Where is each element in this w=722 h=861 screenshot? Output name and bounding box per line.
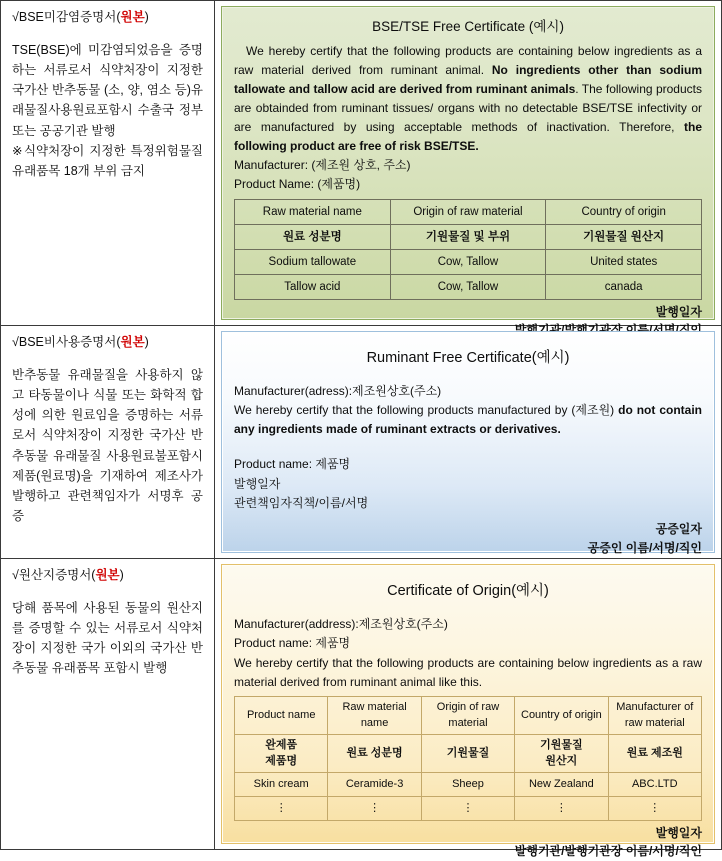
paragraph-part-1: We hereby certify that the following products are containing below ingredients as a raw material derived from ruminant animal. <box>234 44 702 78</box>
row-1-title <box>12 10 203 26</box>
row-1-description-body: TSE(BSE)에 미감염되었음을 증명하는 서류로서 식약처장이 지정한 국가산 반추동물 (소, 양, 염소 등)유래물질사용원료포함시 수출국 정부 또는 공공기관 발행 <box>12 42 203 138</box>
certificate-of-origin-card <box>221 564 715 859</box>
table-continuation-row <box>235 796 702 820</box>
row-3-description-body: 당해 품목에 사용된 동물의 원산지를 증명할 수 있는 서류로서 식약처장이 지정한 국가 이외의 국가산 반추동물 유래품목 포함시 발행 <box>12 600 203 676</box>
table-header-row-en <box>235 696 702 734</box>
paragraph-part-2: . The following products are obtainded from ruminant tissues/ organs with no detectable BSE/TSE infectivity or are manufactured by using acceptable methods of inactivation. Therefore, <box>234 82 702 135</box>
col-header-country-of-origin: Country of origin <box>515 696 608 734</box>
cell-origin: Cow, Tallow <box>390 274 546 299</box>
cell-country: New Zealand <box>515 772 608 796</box>
col-header-kr-origin: 기원물질 <box>421 734 514 772</box>
row-2-source-badge: 원본 <box>120 335 145 349</box>
row-2-title <box>12 335 203 351</box>
row-3-certificate-cell <box>215 559 721 859</box>
col-header-kr-country-of-origin: 기원물질 원산지 <box>546 224 702 249</box>
col-header-kr-product-name: 완제품 제품명 <box>235 734 328 772</box>
product-name-line: Product name: 제품명 <box>234 457 351 472</box>
table-data-row <box>235 274 702 299</box>
certificate-title: BSE/TSE Free Certificate (예시) <box>372 19 564 34</box>
row-2-title-text: √BSE비사용증명서( <box>12 335 121 349</box>
cell-origin: Cow, Tallow <box>390 249 546 274</box>
row-3-source-badge: 원본 <box>95 568 120 582</box>
col-header-product-name: Product name <box>235 696 328 734</box>
paragraph-bold-1: do not contain any ingredients made of ruminant extracts or derivatives. <box>234 403 702 437</box>
cell-country: United states <box>546 249 702 274</box>
col-header-origin-of-raw-material: Origin of raw material <box>421 696 514 734</box>
product-name-line: Product Name: (제품명) <box>234 177 361 192</box>
row-2-title-close: ) <box>144 335 149 349</box>
certificate-title: Certificate of Origin(예시) <box>387 583 549 599</box>
manufacturer-line: Manufacturer: (제조원 상호, 주소) <box>234 157 411 172</box>
certificate-body-paragraph: We hereby certify that the following products are containing below ingredients as a raw material derived from ruminant animal like this. <box>234 655 702 689</box>
table-row <box>1 326 721 559</box>
row-3-title-text: √원산지증명서( <box>12 568 96 582</box>
row-2-description-body: 반추동물 유래물질을 사용하지 않고 타동물이나 식물 또는 화학적 합성에 의한 원료임을 증명하는 서류로서 식약처장이 지정한 국가산 반추동물 유래물질 사용원료불포함시 제품(원료명)을 기재하여 제조사가 발행하고 관련책임자가 서명후 공증 <box>12 367 203 524</box>
cell-raw-material-name: Sodium tallowate <box>235 249 391 274</box>
row-3-description-cell <box>1 559 215 849</box>
row-1-certificate-cell <box>215 1 721 325</box>
responsible-person-line: 관련책임자직책/이름/서명 <box>234 495 369 510</box>
paragraph-bold-1: No ingredients other than sodium tallowate and tallow acid are derived from ruminant animals <box>234 63 702 97</box>
issuing-authority-label: 발행기관/발행기관장 이름/서명/직인 <box>514 844 702 859</box>
issue-date-label: 발행일자 <box>655 825 702 840</box>
table-data-row <box>235 249 702 274</box>
product-name-line: Product name: 제품명 <box>234 636 351 651</box>
col-header-kr-raw-material-name: 원료 성분명 <box>328 734 421 772</box>
col-header-manufacturer-of-raw-material: Manufacturer of raw material <box>608 696 701 734</box>
cell-product-name: Skin cream <box>235 772 328 796</box>
table-header-row-kr <box>235 224 702 249</box>
row-2-description-cell <box>1 326 215 558</box>
row-3-title-close: ) <box>119 568 124 582</box>
row-1-title-close: ) <box>144 10 149 24</box>
col-header-raw-material-name: Raw material name <box>235 199 391 224</box>
table-row <box>1 559 721 859</box>
spacer <box>234 439 702 455</box>
cell-ellipsis: ⋮ <box>328 796 421 820</box>
col-header-origin-of-raw-material: Origin of raw material <box>390 199 546 224</box>
table-header-row-kr <box>235 734 702 772</box>
cell-ellipsis: ⋮ <box>608 796 701 820</box>
spacer <box>234 513 702 520</box>
origin-table <box>234 696 702 821</box>
row-1-source-badge: 원본 <box>120 10 145 24</box>
certificate-title: Ruminant Free Certificate(예시) <box>366 350 570 366</box>
col-header-raw-material-name: Raw material name <box>328 696 421 734</box>
certificate-body-paragraph <box>234 42 702 156</box>
col-header-kr-raw-material-name: 원료 성분명 <box>235 224 391 249</box>
cell-raw-material-name: Tallow acid <box>235 274 391 299</box>
col-header-kr-country-of-origin: 기원물질 원산지 <box>515 734 608 772</box>
table-row <box>1 1 721 326</box>
row-2-certificate-cell <box>215 326 721 558</box>
table-header-row-en <box>235 199 702 224</box>
paragraph-bold-2: the following product are free of risk BSE/TSE. <box>234 120 702 154</box>
cell-country: canada <box>546 274 702 299</box>
raw-material-table <box>234 199 702 300</box>
notary-signature-label: 공증인 이름/서명/직인 <box>587 541 702 555</box>
notarization-date-label: 공증일자 <box>655 522 702 537</box>
table-data-row <box>235 772 702 796</box>
row-1-description-note: ※식약처장이 지정한 특정위험물질유래품목 18개 부위 금지 <box>12 143 203 179</box>
row-3-title <box>12 568 203 584</box>
col-header-kr-origin-of-raw-material: 기원물질 및 부위 <box>390 224 546 249</box>
certificate-body-paragraph <box>234 401 702 439</box>
col-header-country-of-origin: Country of origin <box>546 199 702 224</box>
cell-origin: Sheep <box>421 772 514 796</box>
cell-ellipsis: ⋮ <box>235 796 328 820</box>
cell-raw-material-name: Ceramide-3 <box>328 772 421 796</box>
cell-manufacturer: ABC.LTD <box>608 772 701 796</box>
manufacturer-line: Manufacturer(adress):제조원상호(주소) <box>234 383 442 398</box>
row-1-description-cell <box>1 1 215 325</box>
paragraph-part-1: We hereby certify that the following products manufactured by (제조원) <box>234 403 619 418</box>
ruminant-free-certificate-card <box>221 331 715 553</box>
manufacturer-line: Manufacturer(address):제조원상호(주소) <box>234 616 448 631</box>
row-1-title-text: √BSE미감염증명서( <box>12 10 121 24</box>
col-header-kr-manufacturer: 원료 제조원 <box>608 734 701 772</box>
cell-ellipsis: ⋮ <box>421 796 514 820</box>
issue-date-label: 발행일자 <box>655 304 702 319</box>
cell-ellipsis: ⋮ <box>515 796 608 820</box>
issue-date-line: 발행일자 <box>234 476 281 491</box>
bse-tse-free-certificate-card <box>221 6 715 320</box>
